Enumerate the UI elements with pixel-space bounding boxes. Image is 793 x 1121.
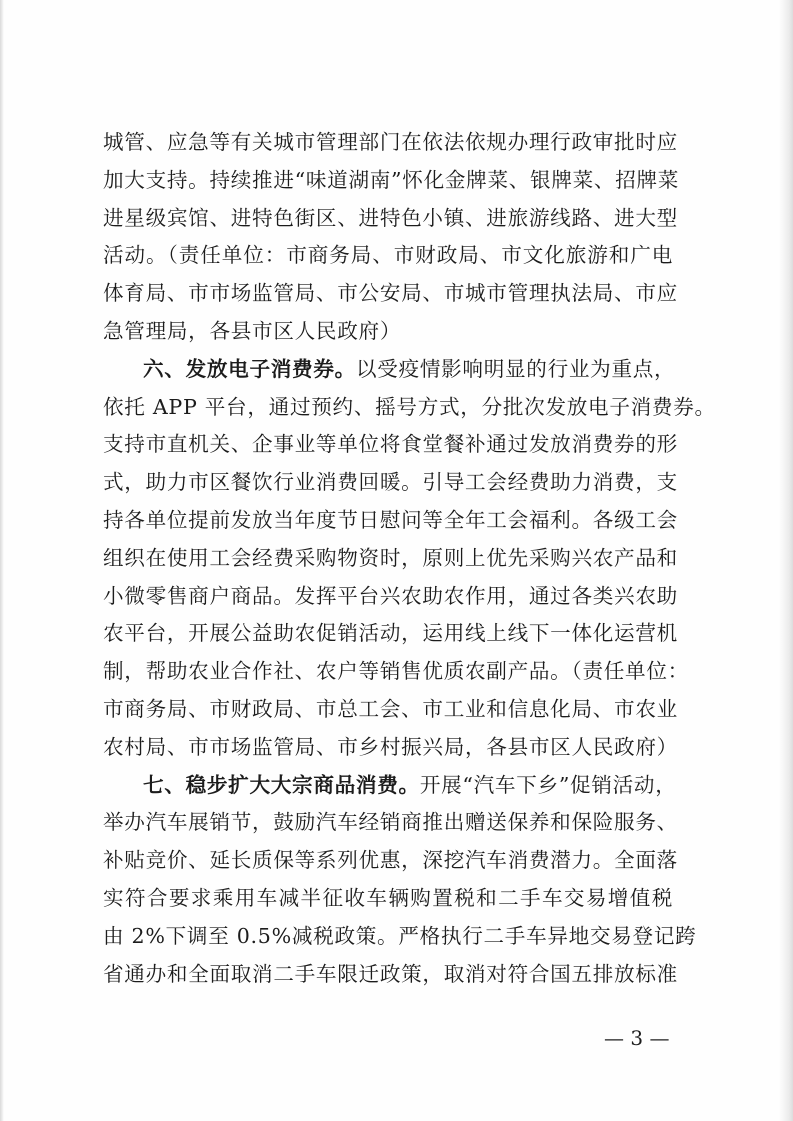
- text-line: 农村局、市市场监管局、市乡村振兴局，各县市区人民政府）: [103, 734, 678, 759]
- text-line: 农平台，开展公益助农促销活动，运用线上线下一体化运营机: [103, 621, 678, 646]
- text-line: 活动。（责任单位：市商务局、市财政局、市文化旅游和广电: [103, 243, 673, 268]
- section-7-first-line: [103, 767, 677, 805]
- section-7-heading: 七、稳步扩大大宗商品消费。: [143, 772, 420, 797]
- text-line: 由 2%下调至 0.5%减税政策。严格执行二手车异地交易登记跨: [103, 923, 697, 948]
- text-line: 持各单位提前发放当年度节日慰问等全年工会福利。各级工会: [103, 507, 678, 532]
- text-line: 小微零售商户商品。发挥平台兴农助农作用，通过各类兴农助: [103, 583, 678, 608]
- text-line: 体育局、市市场监管局、市公安局、市城市管理执法局、市应: [103, 281, 678, 306]
- text-line: 加大支持。持续推进“味道湖南”怀化金牌菜、银牌菜、招牌菜: [103, 167, 680, 192]
- text-line: 省通办和全面取消二手车限迁政策，取消对符合国五排放标准: [103, 961, 678, 986]
- text-line: 城管、应急等有关城市管理部门在依法依规办理行政审批时应: [103, 130, 678, 154]
- text-line: 以受疫情影响明显的行业为重点，: [355, 356, 676, 381]
- text-line: 进星级宾馆、进特色街区、进特色小镇、进旅游线路、进大型: [103, 205, 678, 230]
- section-6-first-line: [103, 351, 676, 389]
- text-line: 补贴竞价、延长质保等系列优惠，深挖汽车消费潜力。全面落: [103, 848, 678, 873]
- text-line: 依托 APP 平台，通过预约、摇号方式，分批次发放电子消费券。: [103, 394, 716, 419]
- section-6-heading: 六、发放电子消费券。: [143, 356, 356, 381]
- text-line: 制，帮助农业合作社、农户等销售优质农副产品。（责任单位：: [103, 659, 689, 684]
- text-line: 支持市直机关、企事业等单位将食堂餐补通过发放消费券的形: [103, 432, 678, 457]
- scan-edge-left: [0, 0, 4, 1121]
- page-number: — 3 —: [604, 1026, 670, 1050]
- text-line: 急管理局，各县市区人民政府）: [103, 318, 402, 343]
- document-body: [103, 124, 716, 993]
- text-line: 市商务局、市财政局、市总工会、市工业和信息化局、市农业: [103, 696, 678, 721]
- text-line: 开展“汽车下乡”促销活动，: [419, 772, 677, 797]
- text-line: 举办汽车展销节，鼓励汽车经销商推出赠送保养和保险服务、: [103, 810, 678, 835]
- scan-edge-right: [779, 0, 793, 1121]
- text-line: 式，助力市区餐饮行业消费回暖。引导工会经费助力消费，支: [103, 470, 678, 495]
- text-line: 实符合要求乘用车减半征收车辆购置税和二手车交易增值税: [103, 885, 673, 910]
- text-line: 组织在使用工会经费采购物资时，原则上优先采购兴农产品和: [103, 545, 678, 570]
